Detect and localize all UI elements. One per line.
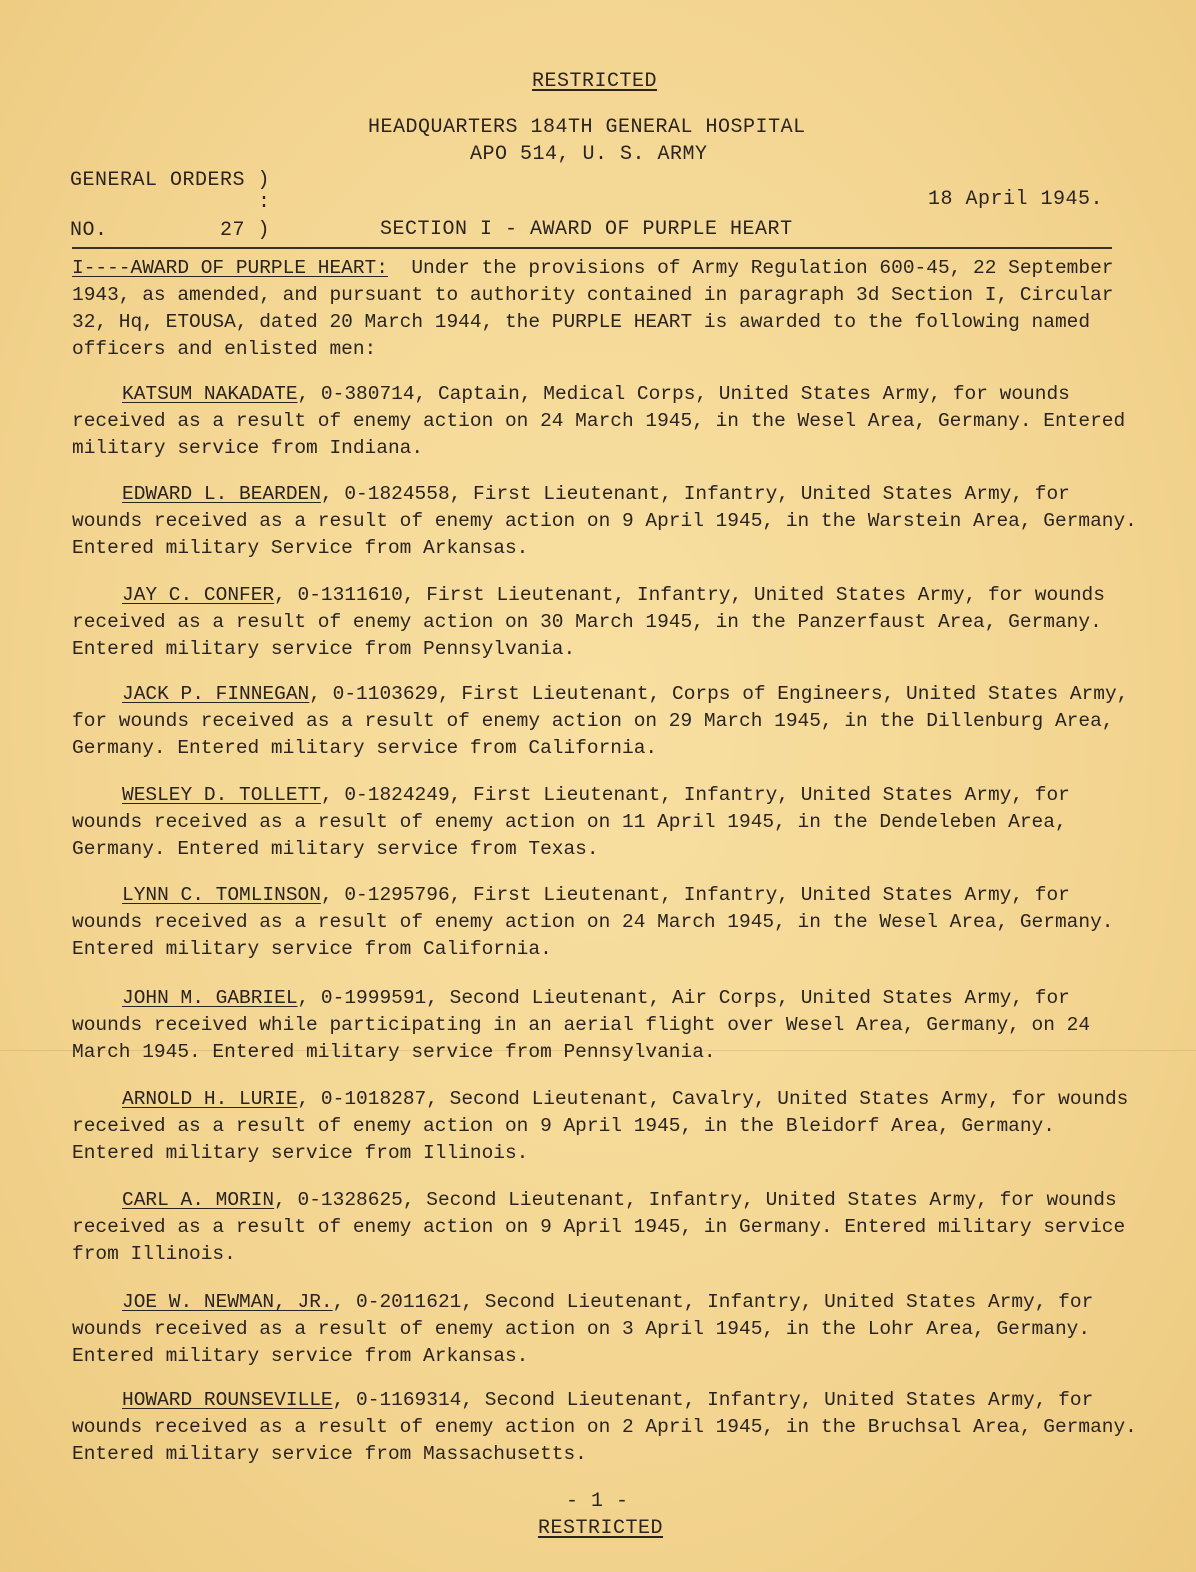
- award-details: , 0-1018287, Second Lieutenant, Cavalry, United States Army, for wounds received as a result of enemy action on 9 April 1945, in the Bleidorf Area, Germany. Entered military service from Illinois.: [72, 1088, 1129, 1164]
- award-entry: [72, 1086, 1144, 1167]
- recipient-name: KATSUM NAKADATE: [122, 383, 298, 405]
- section-title: SECTION I - AWARD OF PURPLE HEART: [380, 218, 793, 241]
- award-details: , 0-1999591, Second Lieutenant, Air Corps, United States Army, for wounds received while participating in an aerial flight over Wesel Area, Germany, on 24 March 1945. Entered military service from Pennsylvania.: [72, 987, 1091, 1063]
- recipient-name: ARNOLD H. LURIE: [122, 1088, 298, 1110]
- classification-bottom: RESTRICTED: [538, 1517, 664, 1540]
- recipient-name: HOWARD ROUNSEVILLE: [122, 1389, 333, 1411]
- general-orders-label: GENERAL ORDERS ): [70, 169, 271, 192]
- award-details: , 0-1295796, First Lieutenant, Infantry, United States Army, for wounds received as a result of enemy action on 24 March 1945, in the Wesel Area, Germany. Entered military service from California.: [72, 884, 1114, 960]
- award-details: , 0-1824558, First Lieutenant, Infantry, United States Army, for wounds received as a result of enemy action on 9 April 1945, in the Warstein Area, Germany. Entered military Service from Arkansas.: [72, 483, 1137, 559]
- award-details: , 0-1311610, First Lieutenant, Infantry, United States Army, for wounds received as a result of enemy action on 30 March 1945, in the Panzerfaust Area, Germany. Entered military service from Pennsylvania.: [72, 584, 1105, 660]
- award-entry: [72, 1387, 1144, 1468]
- award-entry: [72, 1289, 1144, 1370]
- award-entry: [72, 882, 1144, 963]
- award-entry: [72, 582, 1144, 663]
- recipient-name: JOHN M. GABRIEL: [122, 987, 298, 1009]
- orders-colon: :: [258, 191, 271, 214]
- unit-heading: HEADQUARTERS 184TH GENERAL HOSPITAL: [368, 116, 806, 139]
- header-rule: [72, 247, 1112, 249]
- award-entry: [72, 782, 1144, 863]
- recipient-name: JACK P. FINNEGAN: [122, 683, 310, 705]
- intro-text: Under the provisions of Army Regulation 600-45, 22 September 1943, as amended, and pursuant to authority contained in paragraph 3d Section I, Circular 32, Hq, ETOUSA, dated 20 March 1944, the PURPLE HEART is awarded to the following named officers and enlisted men:: [72, 257, 1114, 360]
- award-details: , 0-2011621, Second Lieutenant, Infantry, United States Army, for wounds received as a result of enemy action on 3 April 1945, in the Lohr Area, Germany. Entered military service from Arkansas.: [72, 1291, 1094, 1367]
- page-number: - 1 -: [566, 1490, 629, 1513]
- order-number-value: 27 ): [220, 219, 271, 242]
- intro-heading: I----AWARD OF PURPLE HEART:: [72, 257, 388, 279]
- recipient-name: EDWARD L. BEARDEN: [122, 483, 321, 505]
- award-entry: [72, 681, 1144, 762]
- award-details: , 0-380714, Captain, Medical Corps, United States Army, for wounds received as a result of enemy action on 24 March 1945, in the Wesel Area, Germany. Entered military service from Indiana.: [72, 383, 1126, 459]
- award-entry: [72, 481, 1144, 562]
- award-entry: [72, 985, 1144, 1066]
- award-details: , 0-1169314, Second Lieutenant, Infantry, United States Army, for wounds received as a result of enemy action on 2 April 1945, in the Bruchsal Area, Germany. Entered military service from Massachusetts.: [72, 1389, 1137, 1465]
- recipient-name: JOE W. NEWMAN, JR.: [122, 1291, 333, 1313]
- apo-line: APO 514, U. S. ARMY: [470, 143, 708, 166]
- award-entry: [72, 381, 1144, 462]
- award-details: , 0-1103629, First Lieutenant, Corps of Engineers, United States Army, for wounds received as a result of enemy action on 29 March 1945, in the Dillenburg Area, Germany. Entered military service from California.: [72, 683, 1129, 759]
- recipient-name: JAY C. CONFER: [122, 584, 275, 606]
- award-details: , 0-1328625, Second Lieutenant, Infantry, United States Army, for wounds received as a result of enemy action on 9 April 1945, in Germany. Entered military service from Illinois.: [72, 1189, 1126, 1265]
- classification-top: RESTRICTED: [532, 70, 658, 93]
- order-number-label: NO.: [70, 219, 108, 242]
- intro-paragraph: [72, 255, 1142, 363]
- award-details: , 0-1824249, First Lieutenant, Infantry, United States Army, for wounds received as a result of enemy action on 11 April 1945, in the Dendeleben Area, Germany. Entered military service from Texas.: [72, 784, 1070, 860]
- order-date: 18 April 1945.: [928, 188, 1104, 211]
- award-entry: [72, 1187, 1144, 1268]
- recipient-name: WESLEY D. TOLLETT: [122, 784, 321, 806]
- recipient-name: CARL A. MORIN: [122, 1189, 275, 1211]
- recipient-name: LYNN C. TOMLINSON: [122, 884, 321, 906]
